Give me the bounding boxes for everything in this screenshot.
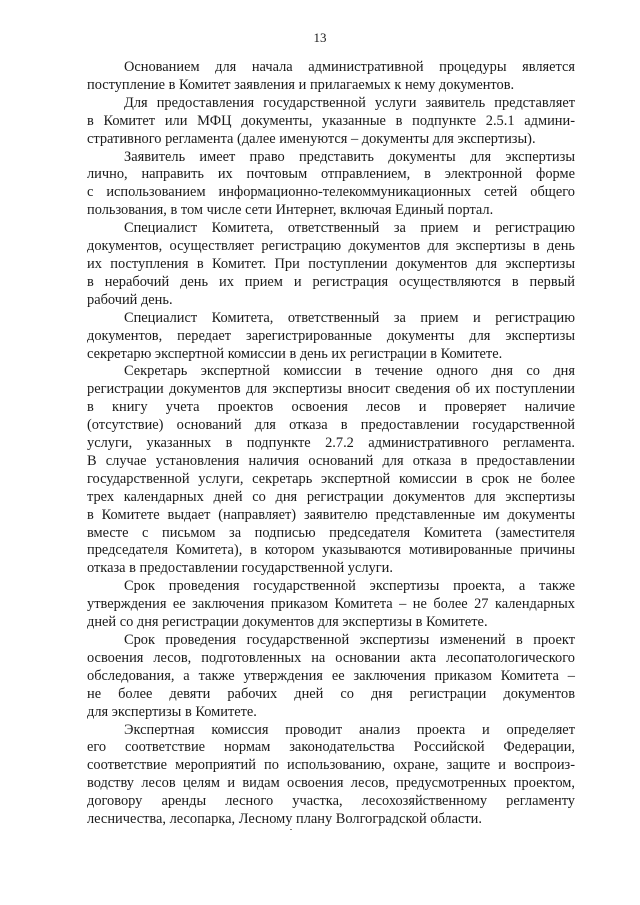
text-line: его соответствие нормам законодательства Российской Федерации,: [87, 739, 575, 756]
paragraph: [87, 310, 575, 364]
text-line: Специалист Комитета, ответственный за прием и регистрацию: [124, 220, 575, 237]
text-line: секретарю экспертной комиссии в день их регистрации в Комитете.: [87, 345, 503, 362]
text-line: вместе с письмом за подписью председателя Комитета (заместителя: [87, 524, 575, 541]
text-line: для экспертизы в Комитете.: [87, 703, 257, 720]
text-line: услуги, указанных в подпункте 2.7.2 административного регламента.: [87, 435, 575, 452]
text-line: договору аренды лесного участка, лесохозяйственному регламенту: [87, 793, 575, 810]
text-line: Экспертная комиссия проводит анализ проекта и определяет: [124, 721, 575, 738]
text-line: Срок проведения государственной экспертизы изменений в проект: [124, 632, 575, 648]
text-line: в нерабочий день их прием и регистрация осуществляются в первый: [87, 273, 575, 290]
text-line: Для предоставления государственной услуги заявитель представляет: [124, 94, 575, 111]
text-line: государственной услуги, секретарь экспертной комиссии в срок не более: [87, 470, 575, 487]
page-number: 13: [313, 30, 327, 45]
paragraph: [87, 722, 575, 829]
text-line: не более девяти рабочих дней со дня регистрации документов: [87, 685, 575, 702]
text-line: Специалист Комитета, ответственный за прием и регистрацию: [124, 309, 575, 326]
text-line: председателя Комитета), в котором указываются мотивированные причины: [87, 542, 575, 559]
text-line: рабочий день.: [87, 291, 173, 308]
text-line: стративного регламента (далее именуются – документы для экспертизы).: [87, 130, 536, 147]
text-line: трех календарных дней со дня регистрации документов для экспертизы: [87, 488, 575, 505]
paragraph: [87, 578, 575, 632]
text-line: поступление в Комитет заявления и прилагаемых к нему документов.: [87, 76, 515, 93]
scan-speck: [290, 829, 292, 830]
paragraph: [87, 363, 575, 578]
text-line: в Комитете выдает (направляет) заявителю представленные им документы: [87, 506, 575, 523]
paragraph: [87, 220, 575, 310]
text-line: водству лесов целям и видам освоения лесов, предусмотренных проектом,: [87, 775, 575, 792]
text-line: лично, направить их почтовым отправлением, в электронной форме: [87, 166, 575, 183]
text-line: в книгу учета проектов освоения лесов и проверяет наличие: [87, 399, 575, 416]
paragraph: [87, 632, 575, 722]
text-line: утверждения ее заключения приказом Комитета – не более 27 календарных: [87, 596, 575, 613]
text-line: В случае установления наличия оснований для отказа в предоставлении: [87, 452, 575, 469]
text-line: пользования, в том числе сети Интернет, включая Единый портал.: [87, 202, 494, 219]
paragraph: [87, 95, 575, 149]
text-line: лесничества, лесопарка, Лесному плану Волгоградской области.: [87, 811, 482, 828]
text-line: Секретарь экспертной комиссии в течение одного дня со дня: [124, 363, 575, 380]
text-line: отказа в предоставлении государственной услуги.: [87, 560, 393, 577]
text-line: документов, передает зарегистрированные документы для экспертизы: [87, 327, 575, 344]
text-line: их поступления в Комитет. При поступлении документов для экспертизы: [87, 255, 575, 272]
text-line: обследования, а также утверждения ее заключения приказом Комитета –: [87, 667, 575, 684]
paragraph: [87, 149, 575, 221]
text-line: Срок проведения государственной экспертизы проекта, а также: [124, 578, 575, 595]
text-line: документов, осуществляет регистрацию документов для экспертизы в день: [87, 238, 575, 255]
document-body: [87, 59, 575, 829]
text-line: дней со дня регистрации документов для экспертизы в Комитете.: [87, 614, 488, 631]
text-line: в Комитет или МФЦ документы, указанные в подпункте 2.5.1 админи-: [87, 112, 575, 129]
text-line: с использованием информационно-телекоммуникационных сетей общего: [87, 184, 575, 201]
text-line: (отсутствие) оснований для отказа в предоставлении государственной: [87, 417, 575, 434]
text-line: Заявитель имеет право представить документы для экспертизы: [124, 148, 575, 165]
text-line: освоения лесов, подготовленных на основании акта лесопатологического: [87, 649, 575, 666]
text-line: соответствие мероприятий по использованию, охране, защите и воспроиз-: [87, 757, 575, 774]
text-line: Основанием для начала административной процедуры является: [124, 59, 575, 75]
paragraph: [87, 59, 575, 95]
text-line: регистрации документов для экспертизы вносит сведения об их поступлении: [87, 381, 575, 398]
